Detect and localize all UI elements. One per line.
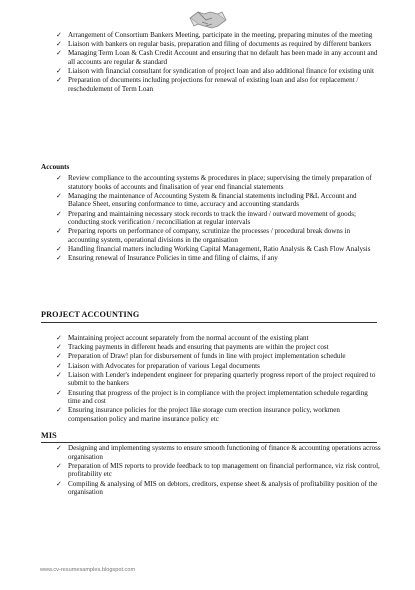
checkmark-icon: ✓: [56, 76, 62, 85]
banking-list: [56, 31, 381, 94]
list-item-text: Managing the maintenance of Accounting System & financial statements including P&L Account and Balance Sheet, ensuring conformance to time, accuracy and accounting standards: [68, 191, 357, 209]
list-item: [56, 462, 381, 479]
checkmark-icon: ✓: [56, 361, 62, 370]
handshake-icon: [188, 4, 228, 32]
checkmark-icon: ✓: [56, 444, 62, 452]
section-divider: [41, 322, 377, 323]
accounts-heading: Accounts: [41, 163, 70, 171]
list-item-text: Preparation of documents including projections for renewal of existing loan and also for replacement / reschedulement of Term Loan: [68, 76, 359, 93]
list-item-text: Preparation of MIS reports to provide feedback to top management on financial performance, viz risk control, profitability etc: [68, 461, 380, 479]
checkmark-icon: ✓: [56, 67, 62, 76]
checkmark-icon: ✓: [56, 40, 62, 49]
list-item-text: Ensuring that progress of the project is in compliance with the project implementation schedule regarding time and cost: [68, 388, 368, 406]
list-item: [56, 362, 381, 371]
list-item-text: Liaison with Advocates for preparation of various Legal documents: [68, 361, 260, 370]
list-item-text: Designing and implementing systems to ensure smooth functioning of finance & accounting operations across organisation: [68, 444, 381, 461]
checkmark-icon: ✓: [56, 388, 62, 397]
list-item: [56, 371, 381, 388]
list-item-text: Liaison with bankers on regular basis, preparation and filing of documents as required by different bankers: [68, 40, 372, 49]
checkmark-icon: ✓: [56, 191, 62, 200]
list-item-text: Liaison with Lender's independent engineer for preparing quarterly progress report of the project required to submit to the bankers: [68, 370, 376, 388]
checkmark-icon: ✓: [56, 245, 62, 254]
list-item-text: Arrangement of Consortium Bankers Meeting, participate in the meeting, preparing minutes of the meeting: [68, 31, 373, 39]
checkmark-icon: ✓: [56, 352, 62, 361]
list-item-text: Tracking payments in different heads and ensuring that payments are within the project cost: [68, 343, 329, 352]
project-accounting-title: PROJECT ACCOUNTING: [41, 310, 140, 319]
checkmark-icon: ✓: [56, 227, 62, 236]
list-item: [56, 49, 381, 66]
list-item: [56, 227, 381, 244]
list-item-text: Preparation of Draw! plan for disbursement of funds in line with project implementation schedule: [68, 352, 346, 361]
list-item: [56, 192, 381, 209]
list-item: [56, 210, 381, 227]
list-item: [56, 245, 381, 254]
checkmark-icon: ✓: [56, 461, 62, 470]
mis-title: MIS: [41, 431, 57, 440]
list-item-text: Maintaining project account separately from the normal account of the existing plant: [68, 334, 309, 342]
list-item: [56, 444, 381, 461]
checkmark-icon: ✓: [56, 406, 62, 415]
list-item-text: Preparing and maintaining necessary stock records to track the inward / outward movement of goods; conducting stock verification / reconciliation at regular intervals: [68, 209, 357, 227]
list-item: [56, 31, 381, 40]
footer-url: www.cv-resumesamples.blogspot.com: [40, 567, 136, 573]
list-item-text: Liaison with financial consultant for syndication of project loan and also additional finance for existing unit: [68, 67, 374, 76]
list-item: [56, 406, 381, 423]
project-accounting-list: [56, 334, 381, 424]
list-item-text: Preparing reports on performance of company, scrutinize the processes / procedural break downs in accounting system, operational divisions in the organisation: [68, 227, 351, 244]
list-item: [56, 67, 381, 76]
checkmark-icon: ✓: [56, 334, 62, 342]
checkmark-icon: ✓: [56, 370, 62, 379]
list-item: [56, 343, 381, 352]
list-item: [56, 389, 381, 406]
list-item: [56, 352, 381, 361]
list-item-text: Review compliance to the accounting systems & procedures in place; supervising the timely preparation of statutory books of accounts and finalisation of year end financial statements: [68, 174, 372, 191]
checkmark-icon: ✓: [56, 479, 62, 488]
list-item: [56, 254, 381, 263]
list-item: [56, 76, 381, 93]
list-item: [56, 334, 381, 343]
checkmark-icon: ✓: [56, 174, 62, 182]
list-item: [56, 40, 381, 49]
accounts-list: [56, 174, 381, 264]
section-divider: [41, 442, 377, 443]
checkmark-icon: ✓: [56, 254, 62, 263]
checkmark-icon: ✓: [56, 31, 62, 39]
list-item-text: Handling financial matters including Working Capital Management, Ratio Analysis & Cash Flow Analysis: [68, 245, 371, 254]
list-item: [56, 480, 381, 497]
list-item-text: Ensuring renewal of Insurance Policies in time and filing of claims, if any: [68, 254, 278, 263]
checkmark-icon: ✓: [56, 343, 62, 352]
checkmark-icon: ✓: [56, 209, 62, 218]
list-item: [56, 174, 381, 191]
checkmark-icon: ✓: [56, 49, 62, 58]
list-item-text: Ensuring insurance policies for the project like storage cum erection insurance policy, workmen compensation policy and marine insurance policy etc: [68, 406, 340, 423]
mis-list: [56, 444, 381, 497]
list-item-text: Managing Term Loan & Cash Credit Account and ensuring that no default has been made in any account and all accounts are regular & standard: [68, 49, 378, 66]
list-item-text: Compiling & analysing of MIS on debtors, creditors, expense sheet & analysis of profitability position of the organisation: [68, 479, 378, 497]
